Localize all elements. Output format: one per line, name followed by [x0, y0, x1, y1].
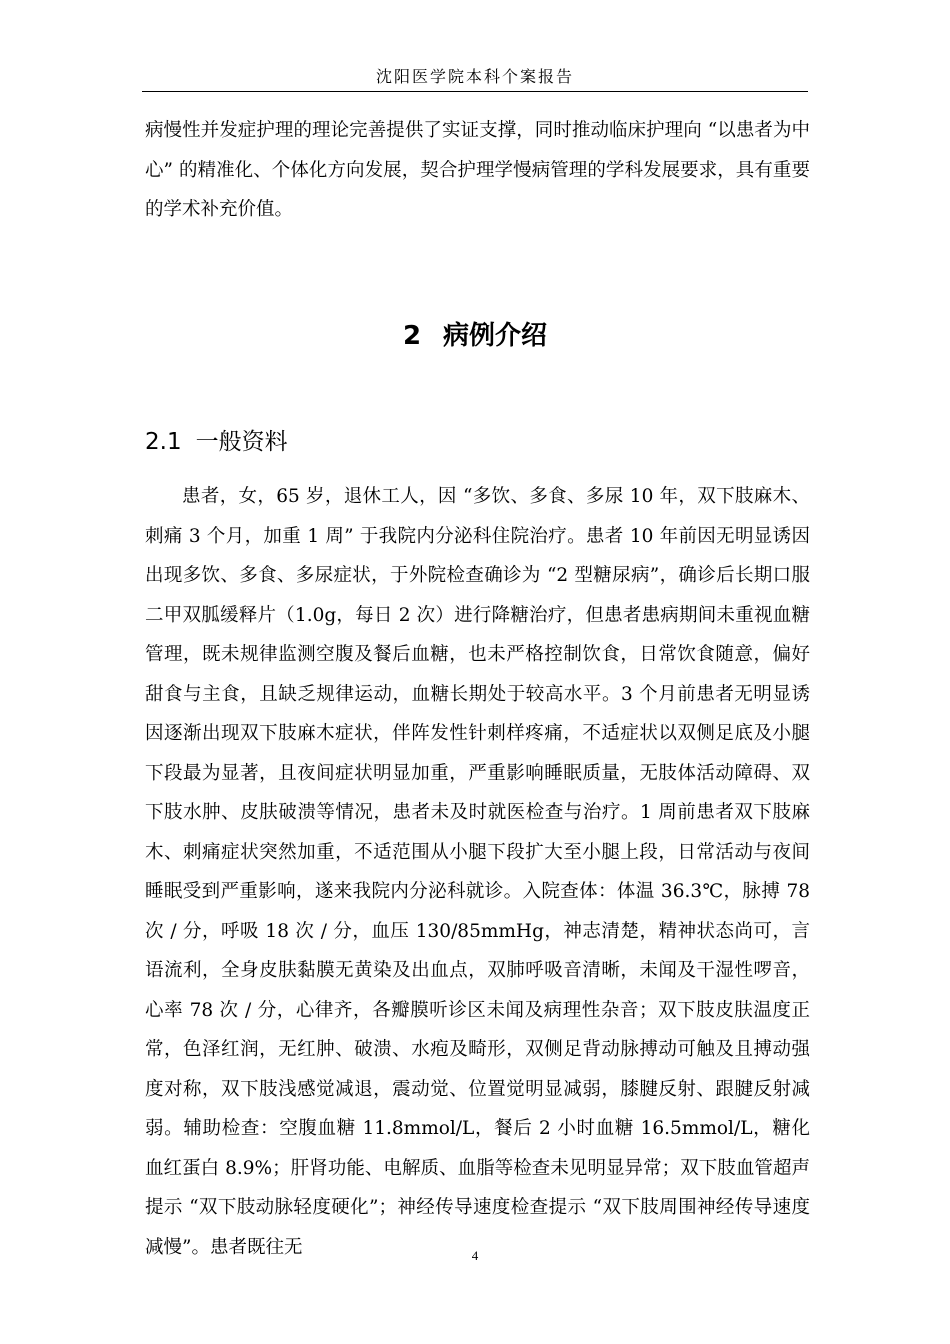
page-number: 4 — [471, 1248, 479, 1263]
intro-continuation-paragraph: 病慢性并发症护理的理论完善提供了实证支撑，同时推动临床护理向 “以患者为中心” 的精准化、个体化方向发展，契合护理学慢病管理的学科发展要求，具有重要的学术补充价值。 — [145, 120, 810, 220]
case-description-paragraph: 患者，女，65 岁，退休工人，因 “多饮、多食、多尿 10 年，双下肢麻木、刺痛 3 个月，加重 1 周” 于我院内分泌科住院治疗。患者 10 年前因无明显诱因出现多饮、多食、多尿症状，于外院检查确诊为 “2 型糖尿病”，确诊后长期口服二甲双胍缓释片（1.0g，每日 2 次）进行降糖治疗，但患者患病期间未重视血糖管理，既未规律监测空腹及餐后血糖，也未严格控制饮食，日常饮食随意，偏好甜食与主食，且缺乏规律运动，血糖长期处于较高水平。3 个月前患者无明显诱因逐渐出现双下肢麻木症状，伴阵发性针刺样疼痛，不适症状以双侧足底及小腿下段最为显著，且夜间症状明显加重，严重影响睡眠质量，无肢体活动障碍、双下肢水肿、皮肤破溃等情况，患者未及时就医检查与治疗。1 周前患者双下肢麻木、刺痛症状突然加重，不适范围从小腿下段扩大至小腿上段，日常活动与夜间睡眠受到严重影响，遂来我院内分泌科就诊。入院查体：体温 36.3℃，脉搏 78 次 / 分，呼吸 18 次 / 分，血压 130/85mmHg，神志清楚，精神状态尚可，言语流利，全身皮肤黏膜无黄染及出血点，双肺呼吸音清晰，未闻及干湿性啰音，心率 78 次 / 分，心律齐，各瓣膜听诊区未闻及病理性杂音；双下肢皮肤温度正常，色泽红润，无红肿、破溃、水疱及畸形，双侧足背动脉搏动可触及且搏动强度对称，双下肢浅感觉减退，震动觉、位置觉明显减弱，膝腱反射、跟腱反射减弱。辅助检查：空腹血糖 11.8mmol/L，餐后 2 小时血糖 16.5mmol/L，糖化血红蛋白 8.9%；肝肾功能、电解质、血脂等检查未见明显异常；双下肢血管超声提示 “双下肢动脉轻度硬化”；神经传导速度检查提示 “双下肢周围神经传导速度减慢”。患者既往无 — [145, 486, 810, 1258]
section-title: 一般资料 — [195, 429, 288, 455]
chapter-title: 病例介绍 — [443, 321, 548, 351]
page-header-title: 沈阳医学院本科个案报告 — [375, 67, 574, 86]
chapter-number: 2 — [402, 321, 422, 351]
header-divider — [142, 91, 808, 92]
section-heading — [145, 420, 288, 464]
chapter-heading — [142, 312, 808, 360]
section-number: 2.1 — [145, 429, 182, 455]
